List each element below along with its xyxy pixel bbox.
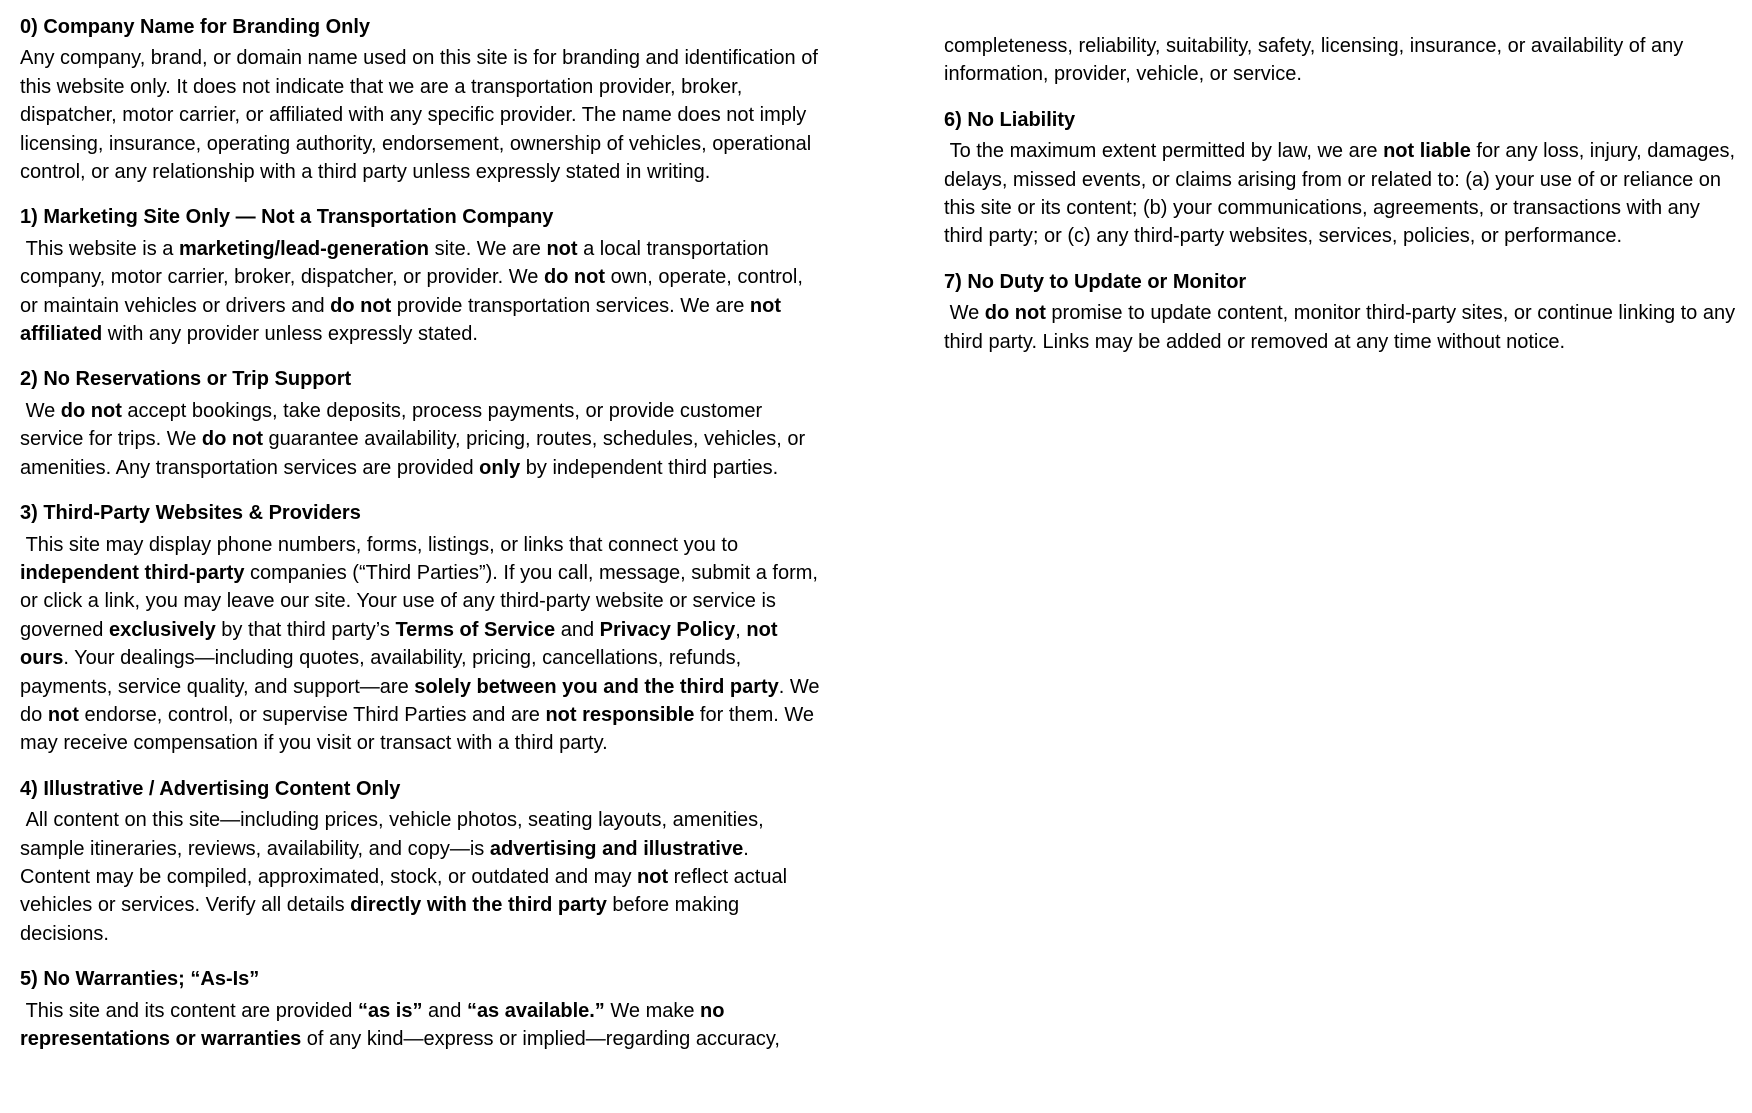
bold-text: do not — [60, 399, 122, 422]
disclaimer-section — [944, 106, 1744, 251]
section-paragraph: We do not promise to update content, monitor third-party sites, or continue linking to any third party. Links may be added or removed at any time without notice. — [944, 302, 1741, 353]
section-paragraph: Any company, brand, or domain name used on this site is for branding and identification of this website only. It does not indicate that we are a transportation provider, broker, dispatcher, motor carrier, or affiliated with any specific provider. The name does not imply licensing, insurance, operating authority, endorsement, ownership of vehicles, operational control, or any relationship with a third party unless expressly stated in writing. — [20, 47, 824, 184]
section-paragraph: To the maximum extent permitted by law, we are not liable for any loss, injury, damages, delays, missed events, or claims arising from or related to: (a) your use of or reliance on this site or its content; (b) your communications, agreements, or transactions with any third party; or (c) any third-party websites, services, policies, or performance. — [944, 140, 1741, 248]
bold-text: not — [637, 865, 669, 888]
section-heading: 6) No Liability — [944, 108, 1076, 131]
section-paragraph: We do not accept bookings, take deposits, process payments, or provide customer service for trips. We do not guarantee availability, pricing, routes, schedules, vehicles, or amenities. Any transportation services are provided only by independent third parties. — [20, 399, 811, 479]
bold-text: do not — [201, 428, 263, 451]
bold-text: no representations or warranties — [20, 999, 731, 1050]
section-heading: 0) Company Name for Branding Only — [20, 16, 371, 38]
column-left — [20, 13, 826, 1113]
section-heading: 2) No Reservations or Trip Support — [20, 368, 352, 391]
bold-text: advertising and illustrative — [489, 837, 744, 860]
disclaimer-section — [20, 203, 820, 348]
disclaimer-section — [20, 13, 824, 186]
bold-text: independent third-party — [20, 561, 245, 584]
disclaimer-section — [20, 365, 820, 482]
section-heading: 4) Illustrative / Advertising Content Only — [20, 777, 401, 800]
section-heading: 1) Marketing Site Only — Not a Transportation Company — [20, 206, 554, 229]
bold-text: directly with the third party — [350, 894, 607, 917]
disclaimer-section — [944, 32, 1744, 89]
section-paragraph: This site and its content are provided “as is” and “as available.” We make no representations or warranties of any kind—express or implied—regarding accuracy, — [20, 999, 780, 1050]
bold-text: only — [479, 456, 521, 479]
bold-text: “as is” — [357, 999, 423, 1022]
bold-text: do not — [330, 294, 392, 317]
disclaimer-section — [20, 775, 820, 948]
bold-text: not ours — [20, 618, 784, 670]
bold-text: not responsible — [545, 703, 695, 726]
bold-text: solely between you and the third party — [414, 675, 779, 698]
disclaimer-section — [20, 965, 820, 1053]
section-paragraph: This site may display phone numbers, forms, listings, or links that connect you to independent third-party companies (“Third Parties”). If you call, message, submit a form, or click a link, you may leave our site. Your use of any third-party website or service is governed exclusively by that third party’s Terms of Service and Privacy Policy, not ours. Your dealings—including quotes, availability, pricing, cancellations, refunds, payments, service quality, and support—are solely between you and the third party. We do not endorse, control, or supervise Third Parties and are not responsible for them. We may receive compensation if you visit or transact with a third party. — [20, 533, 826, 755]
bold-text: exclusively — [108, 618, 216, 641]
column-right — [944, 13, 1744, 1113]
bold-text: not — [546, 237, 578, 260]
bold-text: marketing/lead-generation — [178, 237, 430, 260]
section-paragraph: completeness, reliability, suitability, safety, licensing, insurance, or availability of any information, provider, vehicle, or service. — [944, 35, 1689, 86]
bold-text: Terms of Service — [395, 618, 556, 641]
bold-text: not — [47, 703, 79, 726]
disclaimer-section — [20, 499, 826, 758]
bold-text: not affiliated — [20, 294, 787, 346]
section-heading: 7) No Duty to Update or Monitor — [944, 270, 1247, 293]
bold-text: do not — [543, 266, 606, 289]
section-paragraph: All content on this site—including prices, vehicle photos, seating layouts, amenities, sample itineraries, reviews, availability, and copy—is advertising and illustrative. Content may be compiled, approximated, stock, or outdated and may not reflect actual vehicles or services. Verify all details directly with the third party before making decisions. — [20, 809, 793, 945]
section-paragraph: This website is a marketing/lead-generation site. We are not a local transportation company, motor carrier, broker, dispatcher, or provider. We do not own, operate, control, or maintain vehicles or drivers and do not provide transportation services. We are not affiliated with any provider unless expressly stated. — [20, 237, 809, 346]
section-heading: 5) No Warranties; “As-Is” — [20, 968, 260, 991]
bold-text: not liable — [1383, 140, 1471, 163]
bold-text: Privacy Policy — [599, 618, 736, 641]
bold-text: “as available.” — [466, 999, 605, 1022]
bold-text: do not — [984, 302, 1046, 325]
disclaimer-section — [944, 268, 1744, 356]
section-heading: 3) Third-Party Websites & Providers — [20, 502, 361, 525]
